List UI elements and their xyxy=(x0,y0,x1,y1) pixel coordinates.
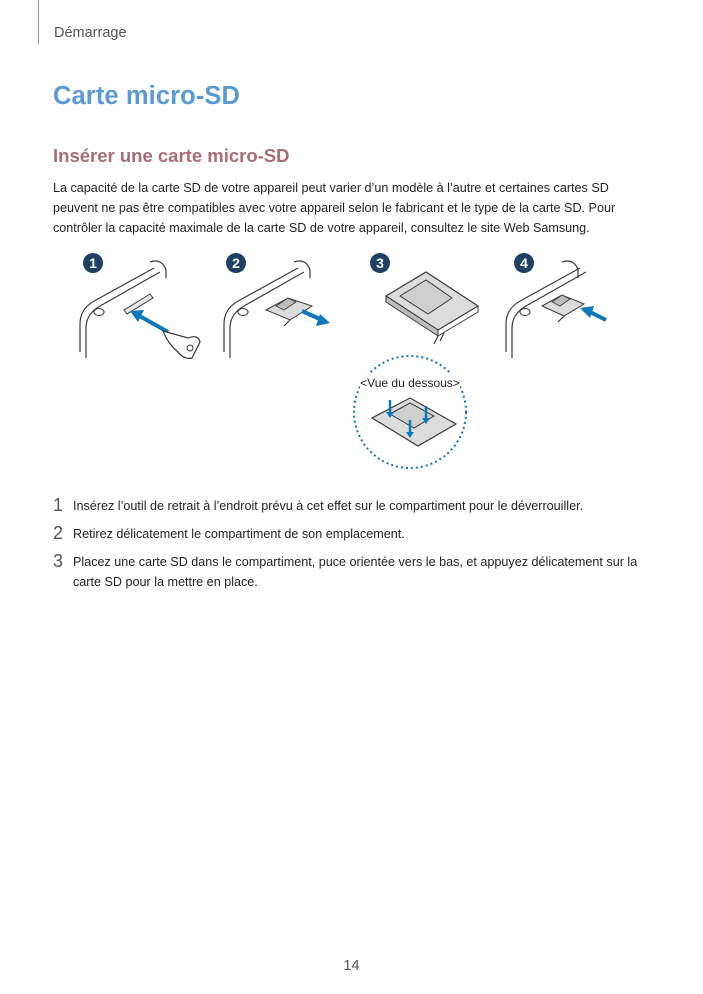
step-marker-2 xyxy=(226,253,246,273)
step-4-panel xyxy=(506,253,606,358)
instruction-step xyxy=(53,550,663,592)
push-in-arrow-icon xyxy=(580,306,594,318)
svg-text:2: 2 xyxy=(232,255,240,271)
svg-text:1: 1 xyxy=(89,255,97,271)
header-rule xyxy=(38,0,39,44)
sd-card-illustration xyxy=(50,248,660,476)
intro-paragraph: La capacité de la carte SD de votre appareil peut varier d’un modèle à l’autre et certaines cartes SD peuvent ne pas être compatibles avec votre appareil selon le fabricant et le type de la carte SD. Pour contrôler la capacité maximale de la carte SD de votre appareil, consultez le site Web Samsung. xyxy=(53,181,616,235)
svg-text:3: 3 xyxy=(376,255,384,271)
ejection-pin-icon xyxy=(163,331,200,358)
pull-arrow-icon xyxy=(316,314,330,326)
section-subtitle: Insérer une carte micro-SD xyxy=(53,145,290,166)
instruction-step xyxy=(53,522,663,544)
instruction-list xyxy=(53,494,663,598)
step-marker-4 xyxy=(514,253,534,273)
step-3-panel xyxy=(354,253,478,468)
page-number: 14 xyxy=(343,958,360,974)
step-number: 3 xyxy=(53,551,64,571)
bottom-view-caption: <Vue du dessous> xyxy=(360,376,460,390)
step-number: 2 xyxy=(53,523,64,543)
step-text: Placez une carte SD dans le compartiment, puce orientée vers le bas, et appuyez délicatement sur la carte SD pour la mettre en place. xyxy=(73,555,638,589)
step-1-panel xyxy=(80,253,200,358)
step-text: Retirez délicatement le compartiment de son emplacement. xyxy=(73,527,405,541)
step-marker-3 xyxy=(370,253,390,273)
step-number: 1 xyxy=(53,495,64,515)
page-title: Carte micro-SD xyxy=(53,82,241,110)
section-label: Démarrage xyxy=(54,25,127,41)
step-marker-1 xyxy=(83,253,103,273)
step-text: Insérez l’outil de retrait à l’endroit prévu à cet effet sur le compartiment pour le déverrouiller. xyxy=(73,499,584,513)
instruction-step xyxy=(53,494,663,516)
svg-text:4: 4 xyxy=(520,255,528,271)
step-2-panel xyxy=(224,253,330,358)
